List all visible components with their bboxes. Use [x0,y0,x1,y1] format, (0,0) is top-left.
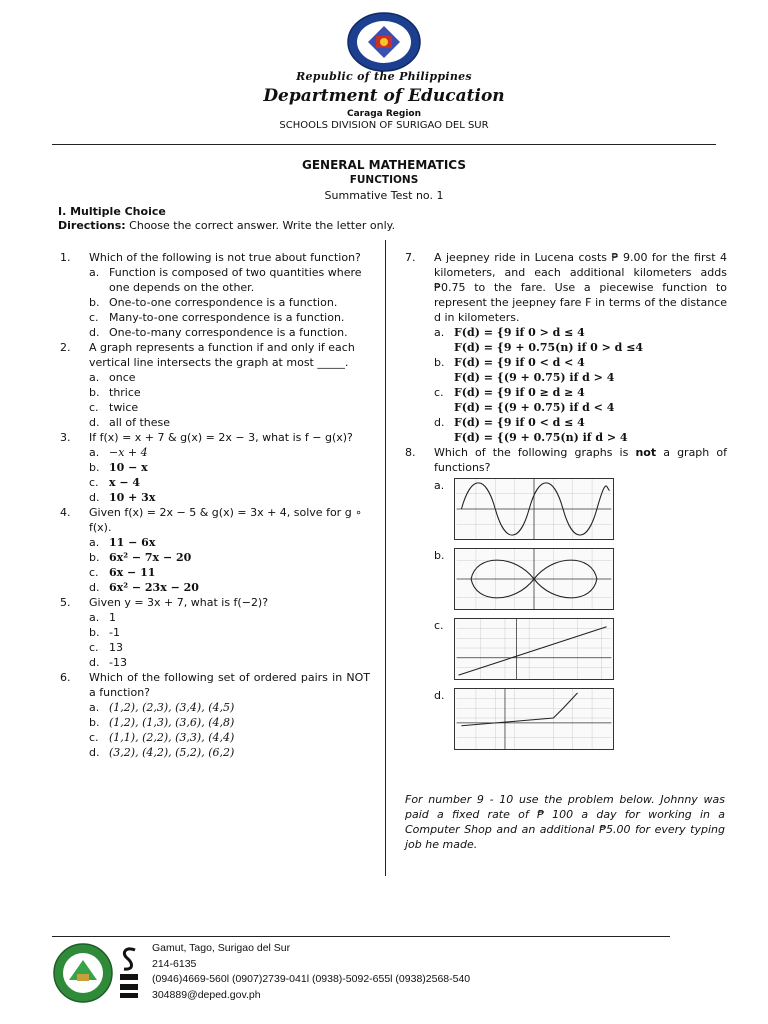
question-number: 2. [60,341,71,354]
graph-option-b [405,548,727,610]
sine-wave-graph [454,478,614,540]
option [89,325,370,340]
question-text: A jeepney ride in Lucena costs ₱ 9.00 for the first 4 kilometers, and each additional kilometers adds ₱0.75 to the fare. Use a piecewise function to represent the jeepney fare F in terms of the distance d in kilometers. [434,251,727,324]
option-text: F(d) = {9 if 0 ≥ d ≥ 4 [454,386,585,399]
option-text: F(d) = {9 if 0 < d ≤ 4 [454,416,585,429]
option-text: 11 − 6x [109,536,156,549]
option-letter: a. [89,701,100,714]
option-letter: b. [89,716,100,729]
straight-line-graph [454,618,614,680]
question-number: 6. [60,671,71,684]
option [434,385,727,400]
option-text: 6x² − 7x − 20 [109,551,192,564]
option [89,610,370,625]
option-letter: c. [89,476,99,489]
option [89,730,370,745]
option-text: 1 [109,611,116,624]
option-letter: b. [89,296,100,309]
option-text: F(d) = {9 + 0.75(n) if 0 > d ≤4 [454,341,644,354]
option-letter: c. [89,731,99,744]
option [89,475,370,490]
option-text: -13 [109,656,127,669]
option-text: One-to-one correspondence is a function. [109,296,338,309]
option [89,490,370,505]
option-letter: c. [89,311,99,324]
deped-seal [346,12,422,72]
option-letter: d. [89,746,100,759]
option [89,370,370,385]
option-letter: a. [434,479,445,492]
option-text: (1,2), (1,3), (3,6), (4,8) [109,716,235,729]
option-second-line [434,430,727,445]
option [89,415,370,430]
option-text: x − 4 [109,476,141,489]
left-column [60,250,370,760]
option-letter: d. [89,581,100,594]
question-5-options [60,610,370,670]
question-number: 1. [60,251,71,264]
option-letter: d. [89,656,100,669]
option [89,460,370,475]
option-second-line [434,340,727,355]
option-text: One-to-many correspondence is a function. [109,326,348,339]
option-letter: b. [434,549,445,562]
question-4 [60,505,370,535]
header-divider [52,144,716,145]
option [89,265,370,295]
question-1 [60,250,370,265]
option [89,655,370,670]
option-text: (1,1), (2,2), (3,3), (4,4) [109,731,235,744]
option [434,325,727,340]
question-3 [60,430,370,445]
option-text: −x + 4 [109,446,148,459]
option [434,355,727,370]
option-letter: c. [434,386,444,399]
option-text: once [109,371,136,384]
region-label: Caraga Region [347,109,421,119]
option-letter: b. [434,356,445,369]
figure-eight-graph [454,548,614,610]
option [89,445,370,460]
question-number: 5. [60,596,71,609]
question-number: 8. [405,446,416,459]
column-divider [385,240,386,876]
option-letter: a. [89,371,100,384]
footer-divider [52,936,670,937]
question-text-emphasis: not [635,446,657,459]
topic-title: FUNCTIONS [349,174,419,186]
s-emblem-icon [118,944,140,1000]
division-label: SCHOOLS DIVISION OF SURIGAO DEL SUR [279,120,489,131]
test-title: Summative Test no. 1 [324,189,444,202]
footer-contact [152,941,470,1003]
option-letter: a. [434,326,445,339]
option [89,550,370,565]
graph-option-d [405,688,727,750]
subject-title: GENERAL MATHEMATICS [302,158,466,172]
option-text: (1,2), (2,3), (3,4), (4,5) [109,701,235,714]
option-text: -1 [109,626,120,639]
question-8 [405,445,727,475]
graph-option-a [405,478,727,540]
option-text: 10 + 3x [109,491,156,504]
option-text: 6x² − 23x − 20 [109,581,199,594]
option-second-line [434,400,727,415]
piecewise-line-graph [454,688,614,750]
directions-text: Choose the correct answer. Write the letter only. [125,219,396,232]
option-second-line [434,370,727,385]
option-letter: c. [89,641,99,654]
question-6 [60,670,370,700]
option-letter: b. [89,551,100,564]
option [89,385,370,400]
question-text: Given y = 3x + 7, what is f(−2)? [89,596,269,609]
option-letter: c. [89,401,99,414]
republic-heading: Republic of the Philippines [296,70,472,83]
directions [58,219,395,232]
graph-option-c [405,618,727,680]
right-column [405,250,727,750]
option [89,625,370,640]
option [89,565,370,580]
option-letter: a. [89,611,100,624]
option-letter: d. [89,491,100,504]
department-heading: Department of Education [263,86,505,106]
directions-label: Directions: [58,219,126,232]
question-6-options [60,700,370,760]
question-text: If f(x) = x + 7 & g(x) = 2x − 3, what is f − g(x)? [89,431,353,444]
option-text: 13 [109,641,123,654]
option-text: F(d) = {9 if 0 > d ≤ 4 [454,326,585,339]
option [89,715,370,730]
question-4-options [60,535,370,595]
option-letter: a. [89,266,100,279]
option [89,580,370,595]
part-heading: I. Multiple Choice [58,205,166,218]
footer-email: 304889@deped.gov.ph [152,988,261,1001]
option [434,415,727,430]
footer-zip: 214-6135 [152,957,197,970]
question-7 [405,250,727,325]
option-text: Many-to-one correspondence is a function. [109,311,345,324]
question-text-part: a graph of functions? [434,446,727,474]
option-letter: d. [434,416,445,429]
option-letter: a. [89,446,100,459]
option-text: (3,2), (4,2), (5,2), (6,2) [109,746,235,759]
question-text [434,445,727,475]
option-letter: d. [89,326,100,339]
school-logo [52,942,114,1004]
option-text: F(d) = {9 if 0 < d < 4 [454,356,585,369]
question-number: 3. [60,431,71,444]
option-text: F(d) = {(9 + 0.75) if d > 4 [454,371,615,384]
option-letter: a. [89,536,100,549]
question-2-options [60,370,370,430]
problem-passage: For number 9 - 10 use the problem below. Johnny was paid a fixed rate of ₱ 100 a day for working in a Computer Shop and an additional ₱5.00 for every typing job he made. [405,793,725,851]
option-letter: d. [89,416,100,429]
option-letter: c. [89,566,99,579]
question-7-options [405,325,727,445]
option [89,700,370,715]
option-text: 6x − 11 [109,566,156,579]
option-text: thrice [109,386,141,399]
option-letter: b. [89,626,100,639]
option-letter: c. [434,619,444,632]
question-5 [60,595,370,610]
option [89,310,370,325]
question-3-options [60,445,370,505]
question-text: Which of the following is not true about function? [89,251,361,264]
question-text: A graph represents a function if and only if each vertical line intersects the graph at most _____. [89,341,355,369]
option [89,535,370,550]
question-number: 4. [60,506,71,519]
option-letter: d. [434,689,445,702]
option [89,745,370,760]
option [89,640,370,655]
footer-phones: (0946)4669-560l (0907)2739-041l (0938)-5092-655l (0938)2568-540 [152,973,471,985]
option-letter: b. [89,386,100,399]
option-text: F(d) = {(9 + 0.75(n) if d > 4 [454,431,628,444]
option-text: twice [109,401,139,414]
option-text: F(d) = {(9 + 0.75) if d < 4 [454,401,615,414]
footer-address: Gamut, Tago, Surigao del Sur [152,942,291,954]
question-text: Given f(x) = 2x − 5 & g(x) = 3x + 4, solve for g ∘ f(x). [89,506,363,534]
option-text: 10 − x [109,461,148,474]
option-text: all of these [109,416,170,429]
question-text: Which of the following set of ordered pairs in NOT a function? [89,671,370,699]
option-letter: b. [89,461,100,474]
question-text-part: Which of the following graphs is [434,446,636,459]
option [89,295,370,310]
question-1-options [60,265,370,340]
option [89,400,370,415]
option-text: Function is composed of two quantities where one depends on the other. [109,266,362,294]
question-2 [60,340,370,370]
question-number: 7. [405,251,416,264]
